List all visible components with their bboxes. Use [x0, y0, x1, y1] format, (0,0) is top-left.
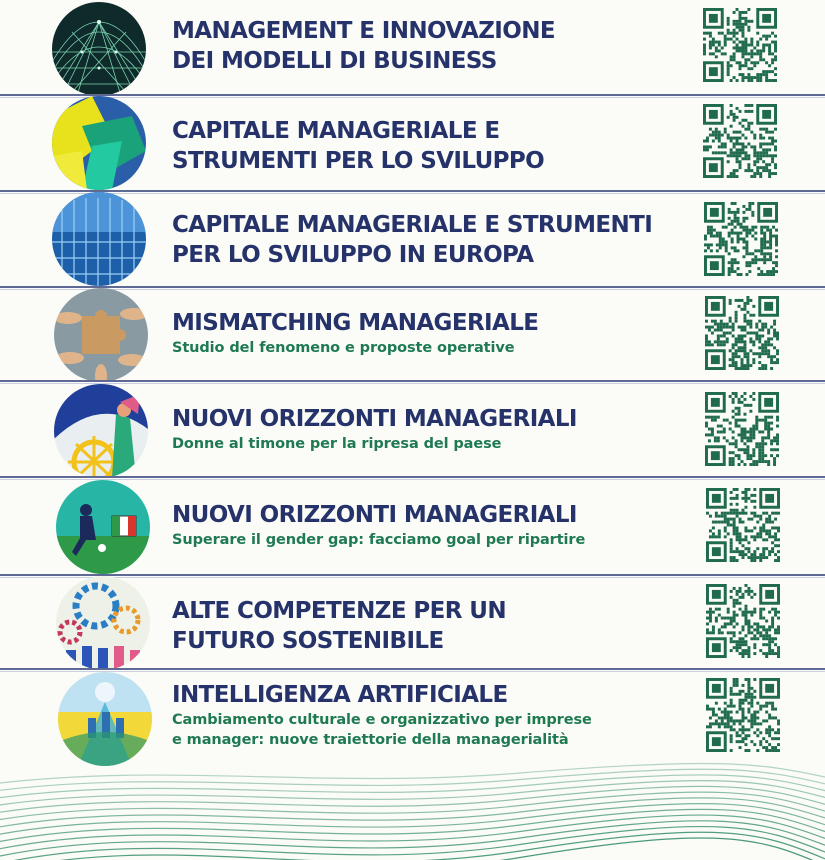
item-text — [172, 596, 506, 656]
woman-helm-image — [54, 384, 148, 478]
list-item[interactable] — [0, 192, 825, 286]
football-goal-image — [56, 480, 150, 574]
item-text — [172, 116, 544, 176]
item-subtitle: Donne al timone per la ripresa del paese — [172, 436, 502, 452]
item-title: NUOVI ORIZZONTI MANAGERIALI — [172, 406, 577, 432]
decorative-waves — [0, 755, 825, 860]
list-item[interactable] — [0, 288, 825, 380]
qr-code-icon[interactable] — [704, 202, 778, 276]
qr-code-icon[interactable] — [705, 296, 779, 370]
item-title: CAPITALE MANAGERIALE E STRUMENTI PER LO SVILUPPO IN EUROPA — [172, 212, 653, 268]
item-text — [172, 500, 585, 550]
qr-code-icon[interactable] — [703, 104, 777, 178]
item-title: INTELLIGENZA ARTIFICIALE — [172, 682, 508, 708]
list-item[interactable] — [0, 0, 825, 94]
item-text — [172, 16, 555, 76]
item-subtitle: Studio del fenomeno e proposte operative — [172, 340, 515, 356]
list-item[interactable] — [0, 478, 825, 574]
item-title: MANAGEMENT E INNOVAZIONE DEI MODELLI DI BUSINESS — [172, 18, 555, 74]
qr-code-icon[interactable] — [706, 678, 780, 752]
qr-code-icon[interactable] — [705, 392, 779, 466]
qr-code-icon[interactable] — [703, 8, 777, 82]
eu-building-image — [52, 192, 146, 286]
puzzle-hands-image — [54, 288, 148, 382]
item-text — [172, 210, 652, 270]
item-title: NUOVI ORIZZONTI MANAGERIALI — [172, 502, 577, 528]
ai-city-image — [58, 672, 152, 766]
list-item[interactable] — [0, 382, 825, 476]
item-title: ALTE COMPETENZE PER UN FUTURO SOSTENIBILE — [172, 598, 507, 654]
item-title: MISMATCHING MANAGERIALE — [172, 310, 539, 336]
geometric-shapes-image — [52, 96, 146, 190]
item-text — [172, 308, 538, 358]
item-text — [172, 680, 592, 750]
item-subtitle: Cambiamento culturale e organizzativo per imprese e manager: nuove traiettorie della managerialità — [172, 712, 592, 748]
network-dome-image — [52, 2, 146, 96]
item-subtitle: Superare il gender gap: facciamo goal per ripartire — [172, 532, 586, 548]
gears-people-image — [56, 576, 150, 670]
qr-code-icon[interactable] — [706, 584, 780, 658]
list-item[interactable] — [0, 670, 825, 762]
list-item[interactable] — [0, 576, 825, 668]
qr-code-icon[interactable] — [706, 488, 780, 562]
list-item[interactable] — [0, 96, 825, 190]
item-text — [172, 404, 577, 454]
item-title: CAPITALE MANAGERIALE E STRUMENTI PER LO SVILUPPO — [172, 118, 545, 174]
